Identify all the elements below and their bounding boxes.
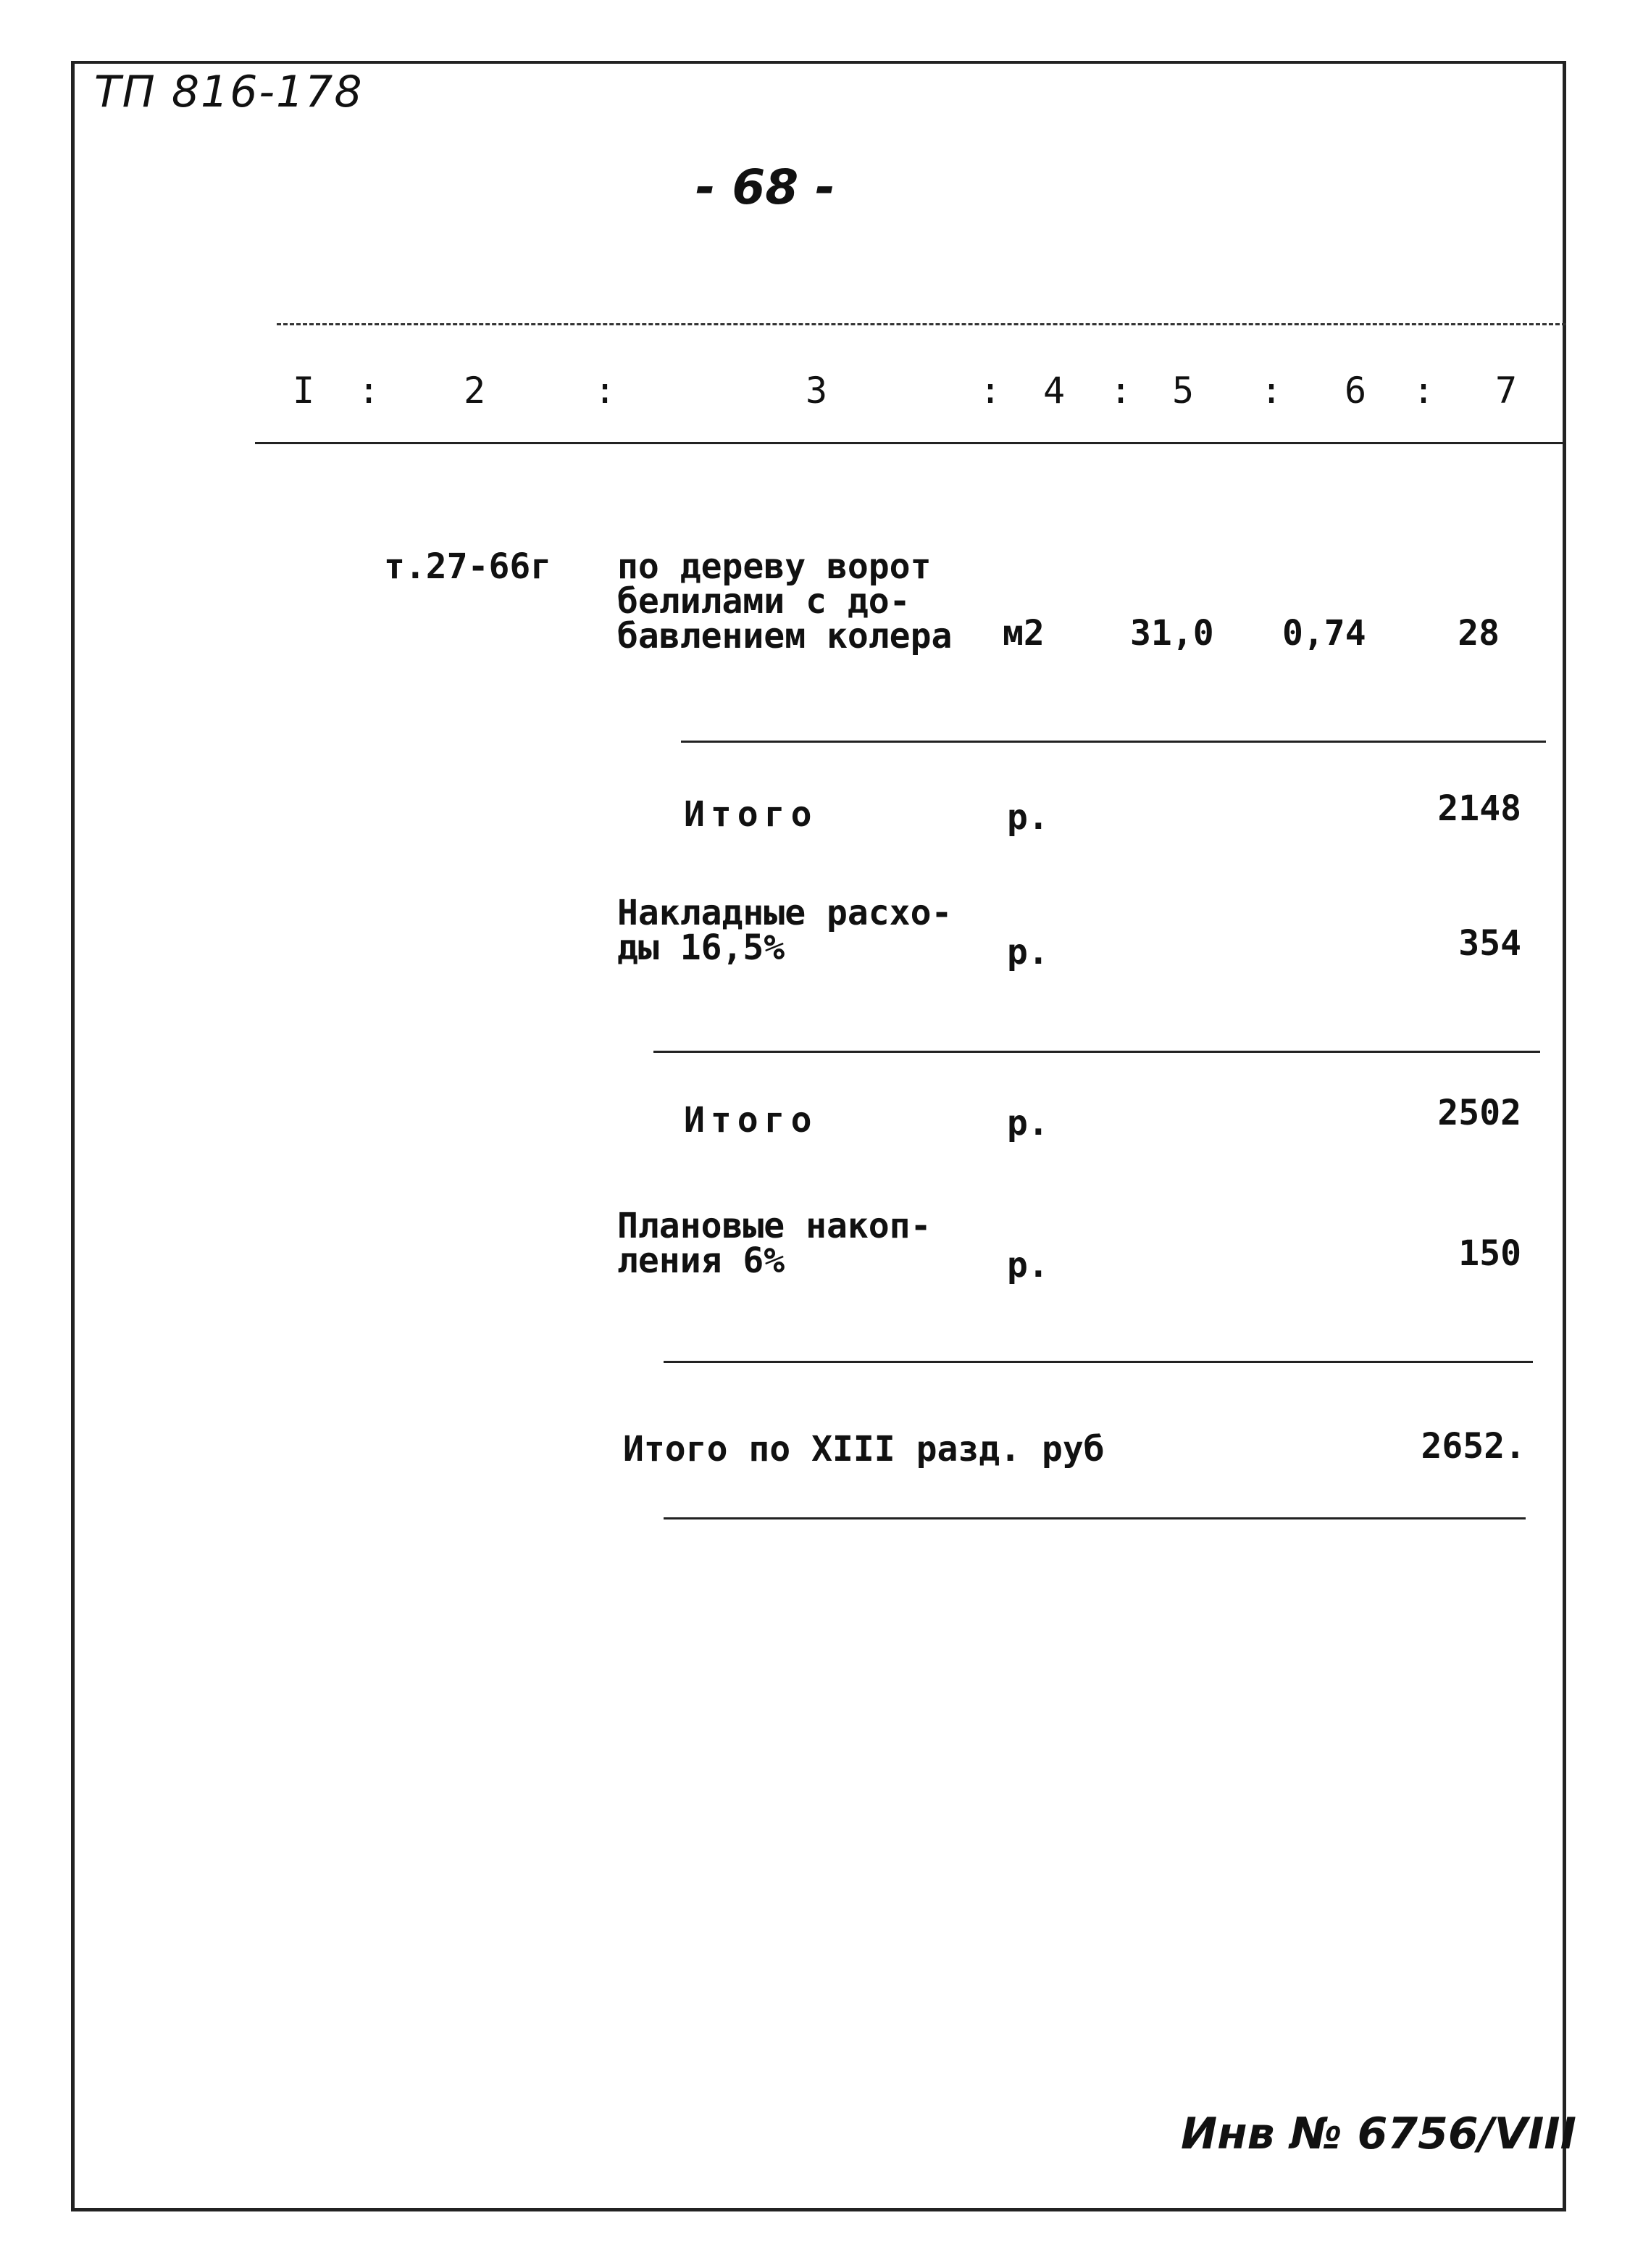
rule (664, 1361, 1533, 1363)
planned-unit: р. (1007, 1245, 1049, 1285)
col-separator: : (594, 370, 616, 412)
item-price: 0,74 (1282, 613, 1366, 654)
col-separator: : (1413, 370, 1435, 412)
page-number: - 68 - (695, 159, 835, 215)
overhead-label-line1: Накладные расхо- (617, 893, 953, 933)
item-qty: 31,0 (1130, 613, 1214, 654)
rule (653, 1051, 1540, 1053)
subtotal2-total: 2502 (1437, 1093, 1521, 1133)
col-header-1: I (293, 370, 315, 412)
overhead-unit: р. (1007, 932, 1049, 972)
col-header-5: 5 (1172, 370, 1195, 412)
subtotal1-label: Итого (684, 794, 818, 835)
planned-total: 150 (1458, 1233, 1521, 1274)
subtotal2-label: Итого (684, 1100, 818, 1141)
item-desc-line1: по дереву ворот (617, 546, 932, 587)
col-header-4: 4 (1043, 370, 1066, 412)
planned-label-line2: ления 6% (617, 1241, 785, 1281)
col-separator: : (1110, 370, 1132, 412)
subtotal2-unit: р. (1007, 1103, 1049, 1143)
item-ref: т.27-66г (384, 546, 552, 587)
col-separator: : (979, 370, 1002, 412)
rule (664, 1517, 1526, 1519)
item-unit: м2 (1003, 613, 1045, 654)
overhead-total: 354 (1458, 923, 1521, 964)
item-total: 28 (1458, 613, 1500, 654)
item-desc-line3: бавлением колера (617, 616, 953, 656)
col-header-3: 3 (806, 370, 828, 412)
overhead-label-line2: ды 16,5% (617, 927, 785, 968)
document-code: ТП 816-178 (94, 67, 364, 117)
col-header-6: 6 (1345, 370, 1367, 412)
col-separator: : (358, 370, 380, 412)
section-total-label: Итого по XIII разд. руб (623, 1429, 1105, 1469)
col-header-7: 7 (1495, 370, 1518, 412)
section-total-value: 2652. (1421, 1426, 1526, 1467)
inventory-note: Инв № 6756/VIII (1181, 2109, 1576, 2159)
header-bottom-rule (255, 442, 1566, 444)
subtotal1-unit: р. (1007, 797, 1049, 838)
planned-label-line1: Плановые накоп- (617, 1206, 932, 1246)
header-top-rule (277, 323, 1566, 325)
item-desc-line2: белилами с до- (617, 581, 911, 622)
subtotal1-total: 2148 (1437, 788, 1521, 829)
rule (681, 741, 1546, 743)
col-separator: : (1261, 370, 1283, 412)
col-header-2: 2 (464, 370, 486, 412)
